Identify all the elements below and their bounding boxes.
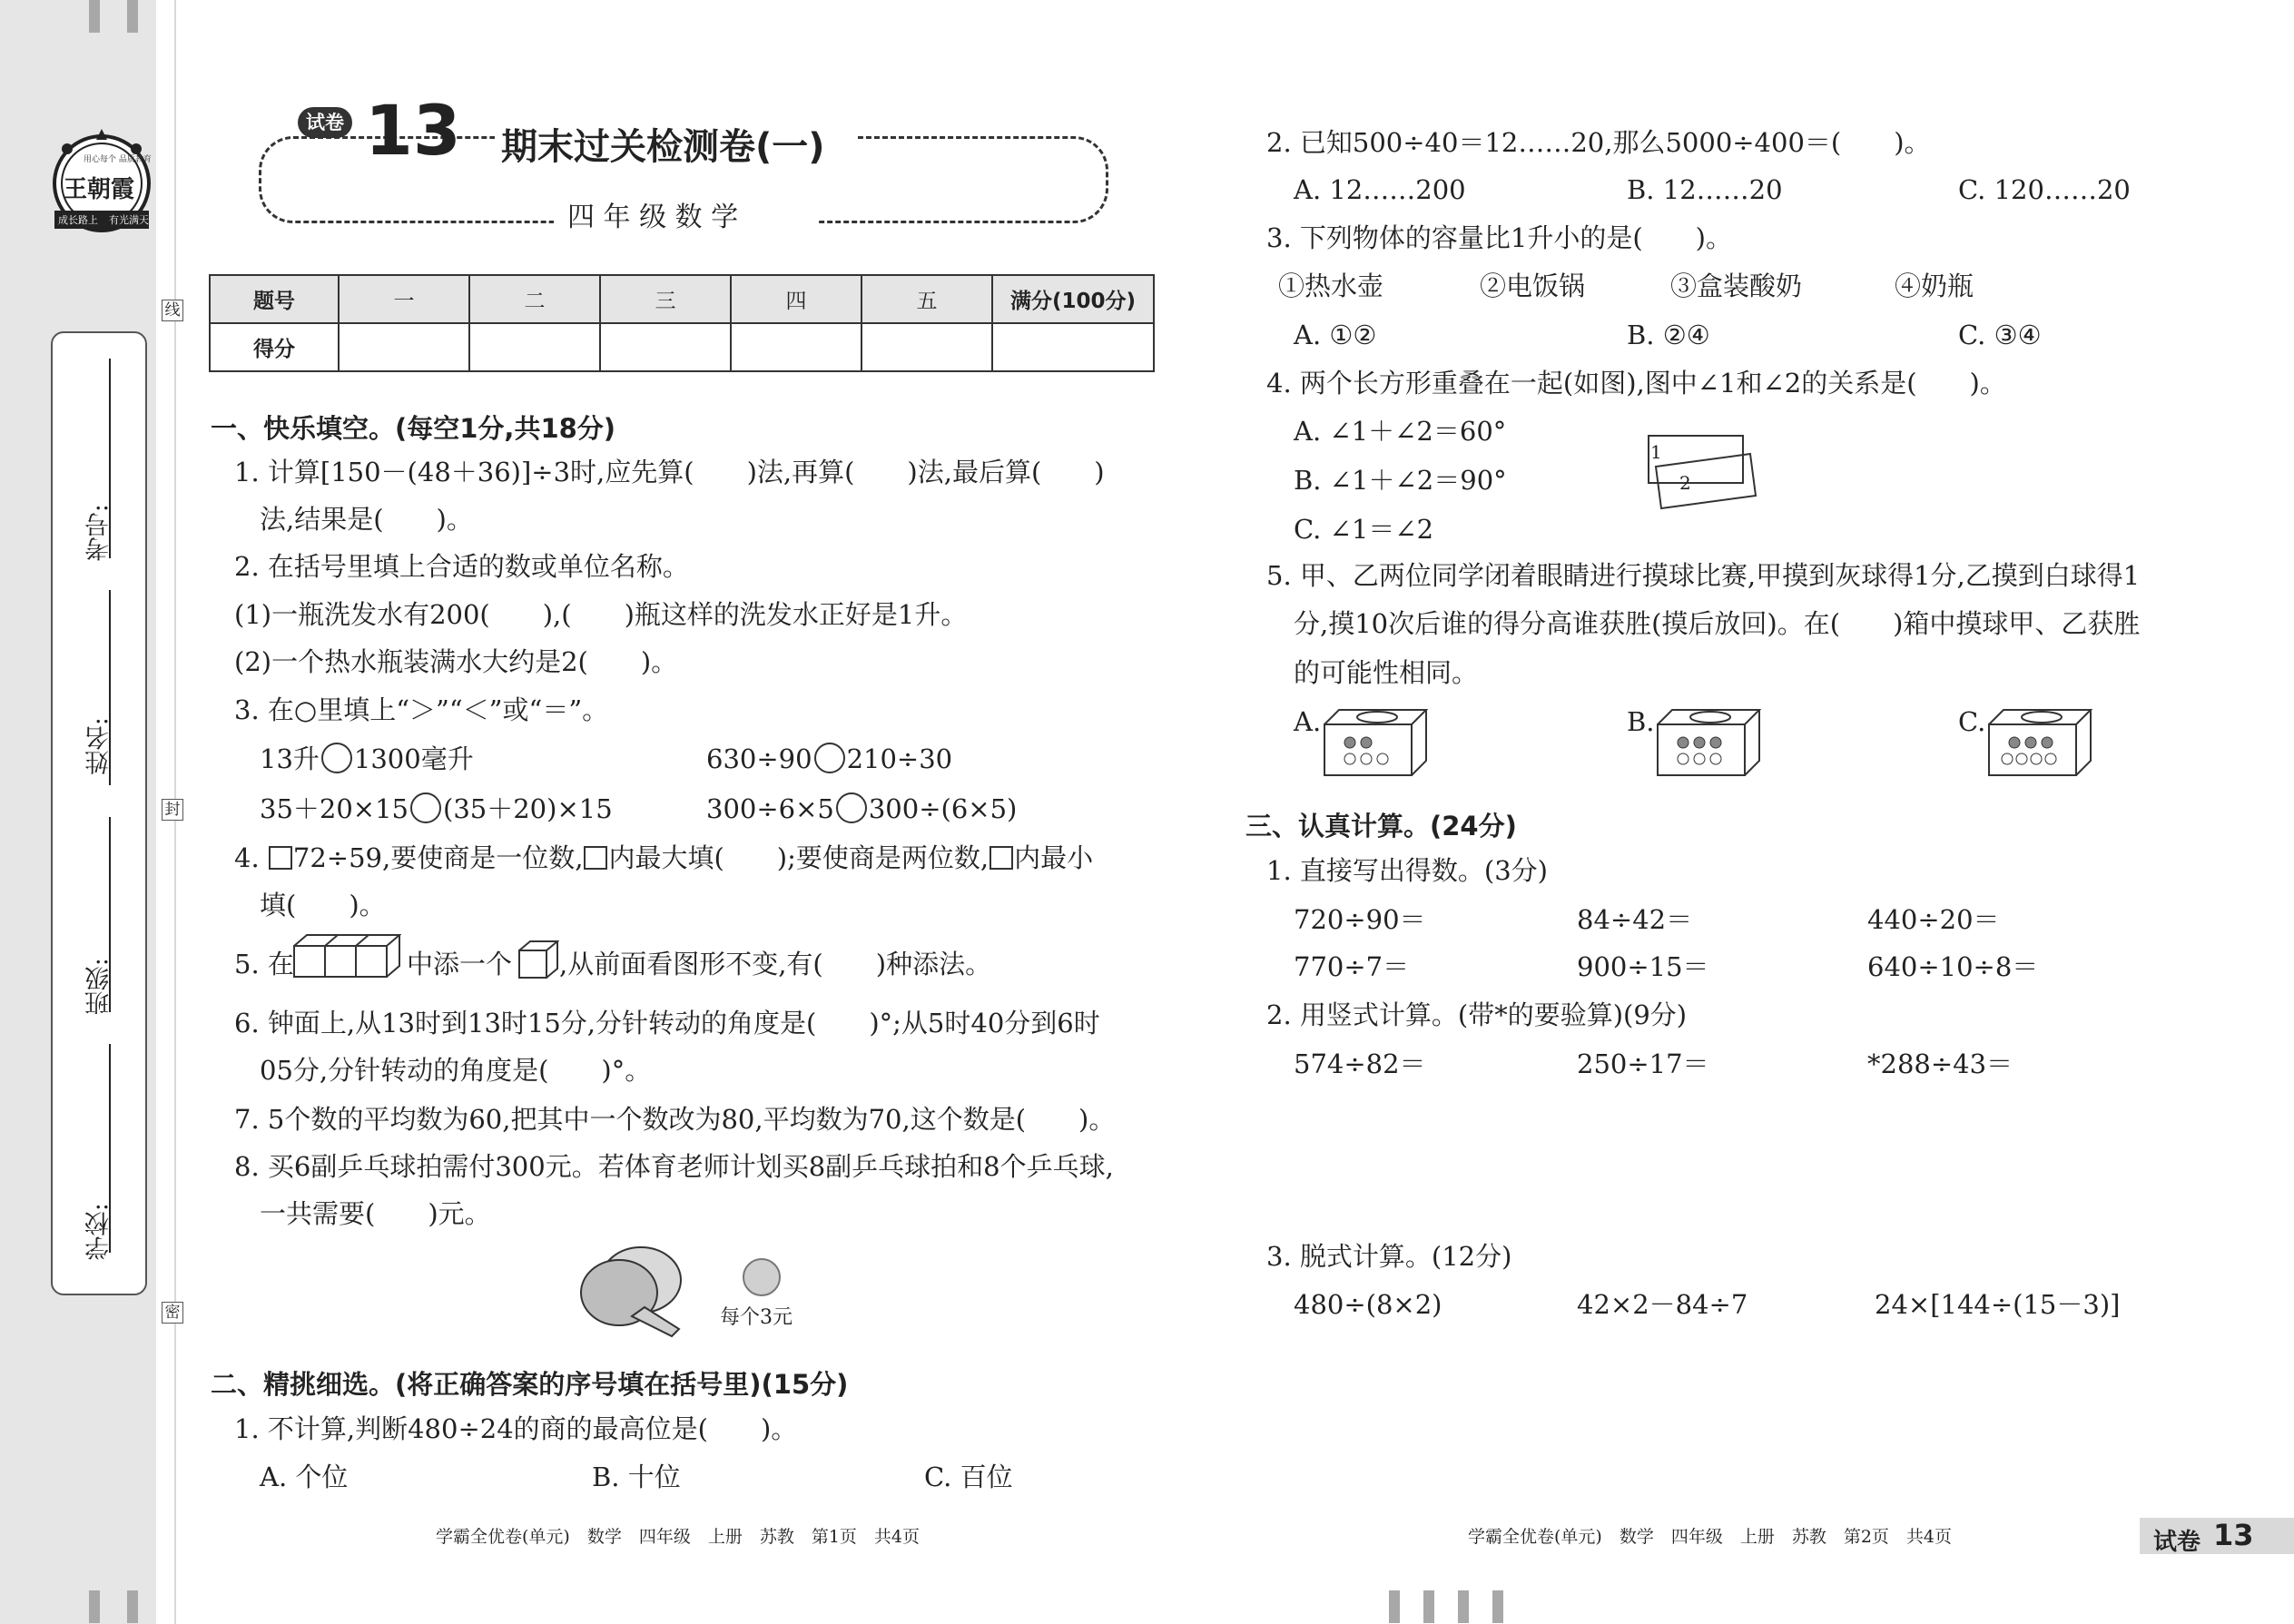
compare-b — [706, 743, 952, 774]
s3-p1-item: 720÷90＝ — [1294, 904, 1426, 935]
s3-p2-item: 250÷17＝ — [1577, 1048, 1709, 1079]
cubes-icon — [292, 933, 401, 984]
q4-text-c: 内最小 — [1014, 842, 1094, 873]
q1-line1: 1. 计算[150－(48＋36)]÷3时,应先算( )法,再算( )法,最后算( ) — [234, 457, 1105, 487]
test-number: 13 — [365, 90, 461, 171]
s3-p2-item: 574÷82＝ — [1294, 1048, 1426, 1079]
compare-b-right: 210÷30 — [846, 743, 953, 774]
s3-p1-item: 84÷42＝ — [1577, 904, 1693, 935]
s2-q3-item-4: ④奶瓶 — [1895, 271, 1974, 301]
single-cube-icon — [517, 940, 559, 983]
blank-square[interactable] — [584, 846, 607, 870]
compare-d-left: 300÷6×5 — [706, 793, 834, 824]
s2-q1: 1. 不计算,判断480÷24的商的最高位是( )。 — [234, 1413, 798, 1444]
q4-num: 4. — [234, 842, 268, 873]
score-header-label: 题号 — [210, 275, 339, 323]
s2-q5-line3: 的可能性相同。 — [1294, 657, 1479, 688]
s2-q3-option-c[interactable]: C. ③④ — [1958, 320, 2042, 350]
q2-intro: 2. 在括号里填上合适的数或单位名称。 — [234, 551, 689, 582]
s3-p3-item: 42×2－84÷7 — [1577, 1289, 1748, 1320]
blank-square[interactable] — [269, 846, 292, 870]
compare-d — [706, 792, 1017, 824]
s3-p1-item: 770÷7＝ — [1294, 951, 1410, 982]
q4-line2: 填( )。 — [260, 890, 386, 920]
q5-text-c: ,从前面看图形不变,有( )种添法。 — [559, 949, 992, 979]
compare-circle[interactable] — [321, 743, 352, 773]
score-header-5: 五 — [861, 275, 992, 323]
q8-line2: 一共需要( )元。 — [260, 1198, 491, 1229]
fig-label-1: 1 — [1650, 441, 1662, 463]
compare-c-right: (35＋20)×15 — [443, 793, 613, 824]
s2-q2: 2. 已知500÷40＝12……20,那么5000÷400＝( )。 — [1266, 127, 1931, 158]
compare-a-left: 13升 — [260, 743, 320, 774]
s3-p1-title: 1. 直接写出得数。(3分) — [1266, 855, 1548, 886]
student-info-box — [51, 331, 147, 1295]
s2-q5-option-a[interactable]: A. — [1294, 706, 1322, 737]
s2-q4: 4. 两个长方形重叠在一起(如图),图中∠1和∠2的关系是( )。 — [1266, 368, 2006, 399]
score-header-2: 二 — [469, 275, 600, 323]
s3-p1-item: 440÷20＝ — [1867, 904, 2000, 935]
score-header-3: 三 — [600, 275, 731, 323]
q2-part1: (1)一瓶洗发水有200( ),( )瓶这样的洗发水正好是1升。 — [234, 599, 968, 630]
paddle-icon — [577, 1242, 686, 1345]
s2-q3-item-2: ②电饭锅 — [1480, 271, 1586, 301]
s2-q3-item-3: ③盒装酸奶 — [1670, 271, 1803, 301]
score-cell[interactable] — [339, 323, 469, 371]
s2-q4-option-c[interactable]: C. ∠1＝∠2 — [1294, 514, 1434, 545]
section2-title: 二、精挑细选。(将正确答案的序号填在括号里)(15分) — [211, 1369, 849, 1400]
score-header-total: 满分(100分) — [992, 275, 1154, 323]
bottom-bars — [0, 1590, 182, 1624]
logo-slogan-left: 成长路上 — [58, 214, 98, 226]
s2-q3-item-1: ①热水壶 — [1278, 271, 1384, 301]
subtitle: 四 年 级 数 学 — [567, 202, 739, 233]
logo-motto: 用心每个 品质教育 — [84, 155, 152, 164]
compare-c — [260, 792, 613, 824]
compare-circle[interactable] — [836, 792, 867, 823]
q4-text-a: 72÷59,要使商是一位数, — [292, 842, 584, 873]
s2-q3-option-a[interactable]: A. ①② — [1294, 320, 1377, 350]
q1-line2: 法,结果是( )。 — [260, 504, 473, 535]
ball-box-icon-a — [1321, 706, 1430, 782]
blank-square[interactable] — [989, 846, 1013, 870]
s2-q2-option-a[interactable]: A. 12……200 — [1294, 174, 1466, 205]
score-cell[interactable] — [861, 323, 992, 371]
school-label: 学校: — [85, 1203, 113, 1261]
compare-a — [260, 743, 474, 774]
cut-mark-line: 线 — [162, 300, 183, 321]
fig-label-2: 2 — [1679, 472, 1691, 494]
s3-p3-item: 24×[144÷(15－3)] — [1875, 1289, 2121, 1320]
logo-slogan-right: 有光满天 — [109, 214, 149, 226]
score-table-header-row — [210, 275, 1154, 323]
compare-circle[interactable] — [814, 743, 845, 773]
compare-d-right: 300÷(6×5) — [868, 793, 1018, 824]
section1-title: 一、快乐填空。(每空1分,共18分) — [211, 413, 616, 444]
page-title: 期末过关检测卷(一) — [501, 126, 825, 168]
score-cell[interactable] — [731, 323, 861, 371]
s3-p2-item: *288÷43＝ — [1867, 1048, 2013, 1079]
ball-box-icon-b — [1654, 706, 1763, 782]
ball-price: 每个3元 — [720, 1306, 793, 1329]
s3-p1-item: 900÷15＝ — [1577, 951, 1709, 982]
ball-box-icon-c — [1985, 706, 2094, 782]
compare-circle[interactable] — [410, 792, 441, 823]
section3-title: 三、认真计算。(24分) — [1245, 811, 1517, 842]
q2-part2: (2)一个热水瓶装满水大约是2( )。 — [234, 646, 678, 677]
score-cell[interactable] — [469, 323, 600, 371]
id-label: 考号: — [85, 504, 113, 562]
s3-p1-item: 640÷10÷8＝ — [1867, 951, 2039, 982]
q5-text-b: 中添一个 — [407, 949, 513, 979]
score-header-1: 一 — [339, 275, 469, 323]
s2-q4-option-a[interactable]: A. ∠1＋∠2＝60° — [1294, 416, 1507, 447]
s2-q3-option-b[interactable]: B. ②④ — [1627, 320, 1710, 350]
score-table-row — [210, 323, 1154, 371]
name-label: 姓名: — [85, 717, 113, 775]
s2-q2-option-b[interactable]: B. 12……20 — [1627, 174, 1783, 205]
score-cell[interactable] — [992, 323, 1154, 371]
q8-line1: 8. 买6副乒乓球拍需付300元。若体育老师计划买8副乒乓球拍和8个乒乓球, — [234, 1151, 1114, 1182]
score-cell[interactable] — [600, 323, 731, 371]
s2-q1-option-c[interactable]: C. 百位 — [924, 1462, 1013, 1492]
footer-right: 学霸全优卷(单元) 数学 四年级 上册 苏教 第2页 共4页 — [1468, 1527, 1953, 1547]
q6-line1: 6. 钟面上,从13时到13时15分,分针转动的角度是( )°;从5时40分到6时 — [234, 1008, 1100, 1038]
page-tag-label: 试卷 — [2153, 1529, 2201, 1556]
logo-name: 王朝霞 — [64, 176, 135, 203]
s2-q5-option-b[interactable]: B. — [1627, 706, 1655, 737]
s2-q5-option-c[interactable]: C. — [1958, 706, 1986, 737]
s2-q3: 3. 下列物体的容量比1升小的是( )。 — [1266, 222, 1732, 253]
s3-p3-item: 480÷(8×2) — [1294, 1289, 1442, 1320]
compare-a-right: 1300毫升 — [353, 743, 474, 774]
class-label: 班级: — [85, 958, 113, 1016]
s2-q2-option-c[interactable]: C. 120……20 — [1958, 174, 2131, 205]
s2-q1-option-a[interactable]: A. 个位 — [260, 1462, 349, 1492]
score-row-label: 得分 — [210, 323, 339, 371]
top-bars — [0, 0, 182, 36]
cut-mark-seal: 封 — [162, 799, 183, 821]
q7-line: 7. 5个数的平均数为60,把其中一个数改为80,平均数为70,这个数是( )。 — [234, 1104, 1116, 1135]
page-tag-number: 13 — [2213, 1518, 2254, 1552]
q4-line1 — [234, 842, 1093, 873]
s2-q5-line1: 5. 甲、乙两位同学闭着眼睛进行摸球比赛,甲摸到灰球得1分,乙摸到白球得1 — [1266, 560, 2141, 591]
compare-b-left: 630÷90 — [706, 743, 812, 774]
badge: 试卷 — [298, 107, 352, 138]
s3-p2-title: 2. 用竖式计算。(带*的要验算)(9分) — [1266, 999, 1688, 1030]
compare-c-left: 35＋20×15 — [260, 793, 409, 824]
footer-left: 学霸全优卷(单元) 数学 四年级 上册 苏教 第1页 共4页 — [436, 1527, 921, 1547]
ball-icon — [741, 1256, 783, 1302]
q3-intro: 3. 在○里填上“＞”“＜”或“＝”。 — [234, 694, 609, 725]
q4-text-b: 内最大填( );要使商是两位数, — [608, 842, 989, 873]
bottom-right-bars — [1389, 1590, 1643, 1624]
q5-text-a: 5. 在 — [234, 949, 294, 979]
cut-mark-dense: 密 — [162, 1302, 183, 1324]
s2-q5-line2: 分,摸10次后谁的得分高谁获胜(摸后放回)。在( )箱中摸球甲、乙获胜 — [1294, 608, 2141, 639]
score-table — [209, 274, 1155, 372]
score-header-4: 四 — [731, 275, 861, 323]
s2-q4-option-b[interactable]: B. ∠1＋∠2＝90° — [1294, 465, 1507, 496]
s3-p3-title: 3. 脱式计算。(12分) — [1266, 1241, 1512, 1272]
q6-line2: 05分,分针转动的角度是( )°。 — [260, 1055, 652, 1086]
s2-q1-option-b[interactable]: B. 十位 — [592, 1462, 681, 1492]
